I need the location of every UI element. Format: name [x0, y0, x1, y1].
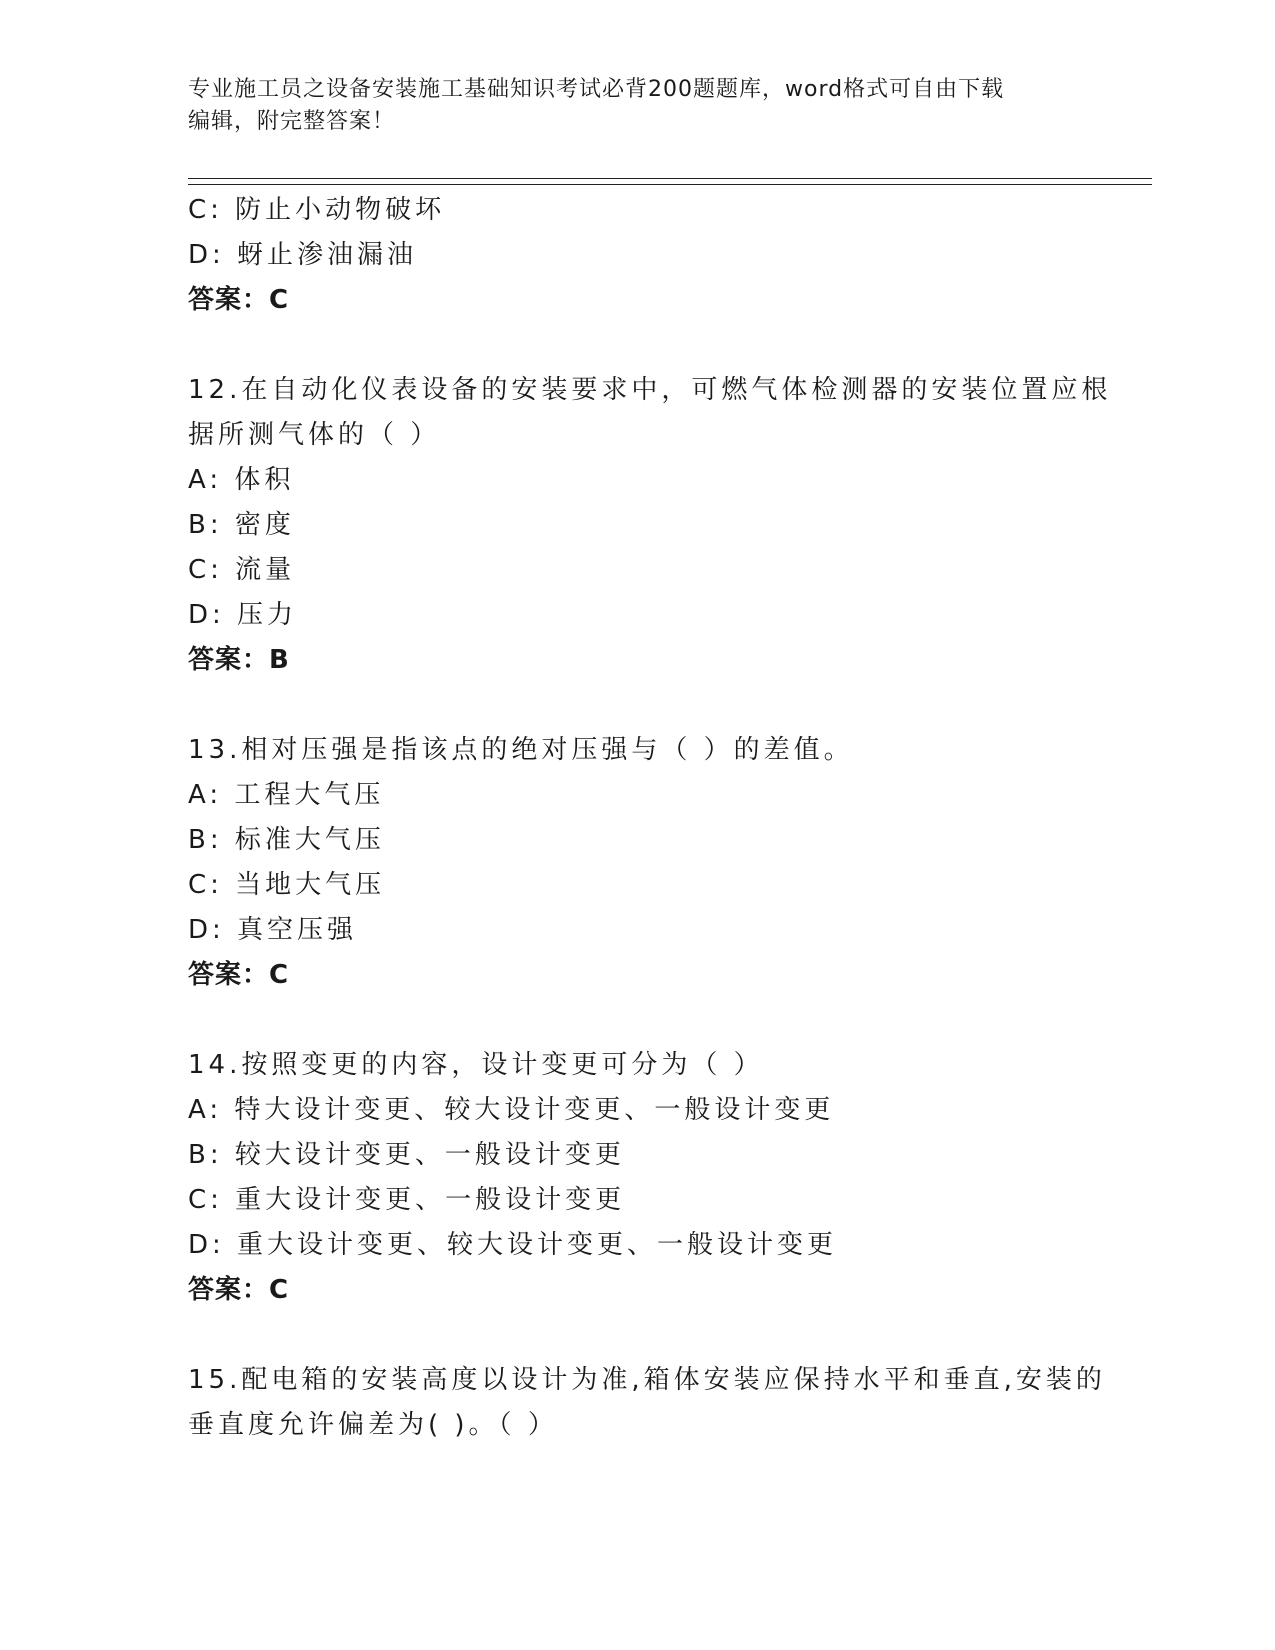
q12-option-b: B: 密度	[188, 510, 295, 540]
q14-option-d: D: 重大设计变更、较大设计变更、一般设计变更	[188, 1230, 838, 1260]
q14-option-b: B: 较大设计变更、一般设计变更	[188, 1140, 625, 1170]
q12-stem-line-2: 据所测气体的（ ）	[188, 420, 441, 450]
q13-answer: 答案：C	[188, 960, 290, 990]
document-header	[188, 74, 1088, 138]
q11-option-c: C: 防止小动物破坏	[188, 195, 446, 225]
q14-stem-line-1: 14.按照变更的内容，设计变更可分为（ ）	[188, 1050, 764, 1080]
q14-option-c: C: 重大设计变更、一般设计变更	[188, 1185, 626, 1215]
q14-option-a: A: 特大设计变更、较大设计变更、一般设计变更	[188, 1095, 835, 1125]
q15-stem-line-1: 15.配电箱的安装高度以设计为准,箱体安装应保持水平和垂直,安装的	[188, 1365, 1106, 1395]
q12-answer: 答案：B	[188, 645, 290, 675]
q11-answer: 答案：C	[188, 285, 290, 315]
header-divider-top	[188, 178, 1152, 179]
q12-option-c: C: 流量	[188, 555, 296, 585]
q15-stem-line-2: 垂直度允许偏差为( )。（ ）	[188, 1410, 558, 1440]
header-divider-bottom	[188, 184, 1152, 185]
q13-option-a: A: 工程大气压	[188, 780, 385, 810]
q14-answer: 答案：C	[188, 1275, 290, 1305]
q13-option-c: C: 当地大气压	[188, 870, 386, 900]
header-line-2: 编辑，附完整答案！	[188, 109, 396, 134]
header-line-1: 专业施工员之设备安装施工基础知识考试必背200题题库，word格式可自由下载	[188, 77, 1005, 102]
q13-option-b: B: 标准大气压	[188, 825, 385, 855]
q12-option-a: A: 体积	[188, 465, 295, 495]
q11-option-d: D: 蚜止渗油漏油	[188, 240, 418, 270]
q13-option-d: D: 真空压强	[188, 915, 358, 945]
q12-stem-line-1: 12.在自动化仪表设备的安装要求中，可燃气体检测器的安装位置应根	[188, 375, 1112, 405]
q13-stem-line-1: 13.相对压强是指该点的绝对压强与（ ）的差值。	[188, 735, 854, 765]
q12-option-d: D: 压力	[188, 600, 298, 630]
